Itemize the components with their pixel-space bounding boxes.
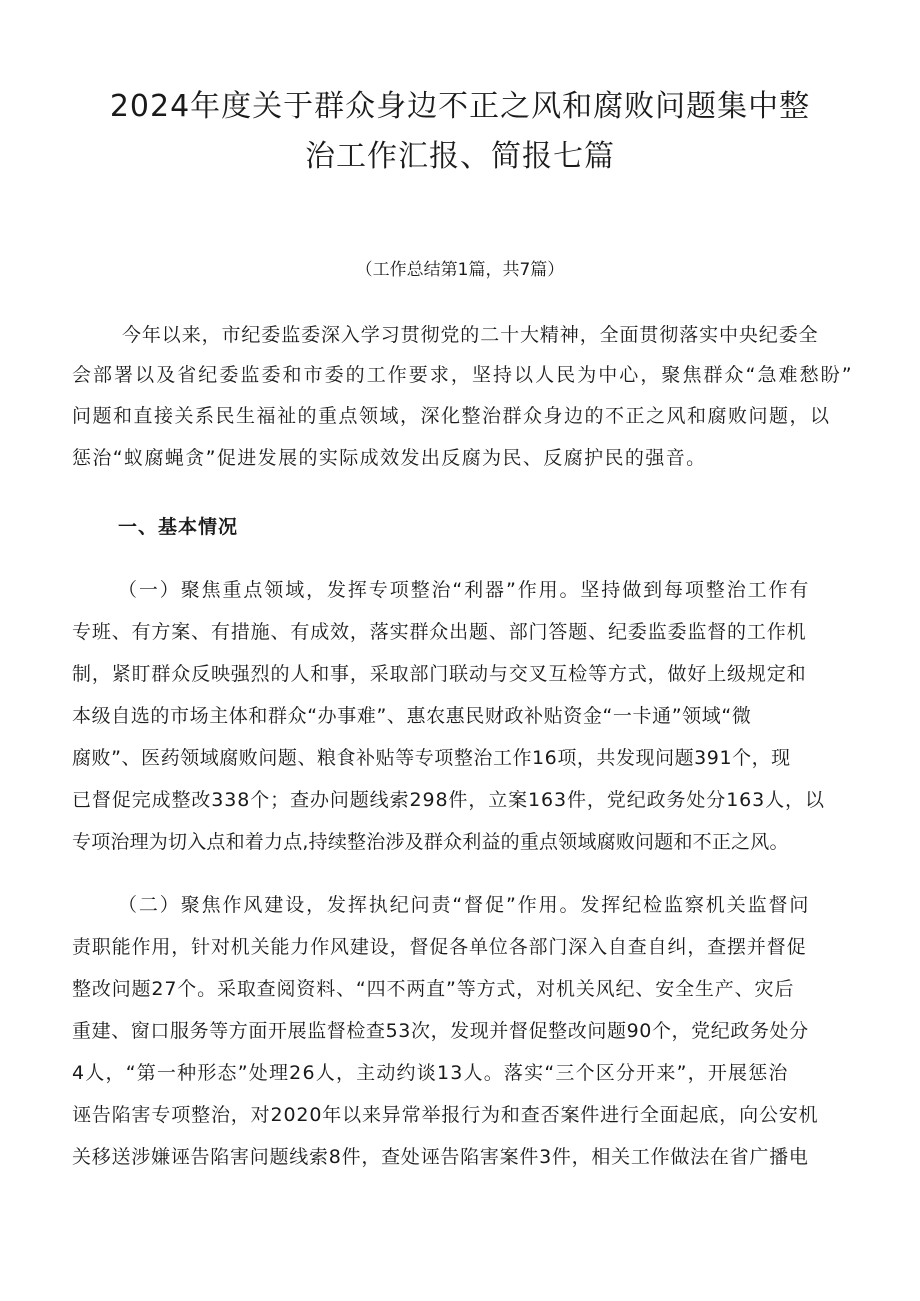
para1-line-2: 专班、有方案、有措施、有成效，落实群众出题、部门答题、纪委监委监督的工作机 — [72, 621, 807, 643]
para1-line-1: （一）聚焦重点领域，发挥专项整治“利器”作用。坚持做到每项整治工作有 — [118, 579, 811, 601]
para1-line-4: 本级自选的市场主体和群众“办事难”、惠农惠民财政补贴资金“一卡通”领域“微 — [72, 705, 752, 727]
para2-line-2: 责职能作用，针对机关能力作风建设，督促各单位各部门深入自查自纠，查摆并督促 — [72, 936, 807, 958]
para1-line-3: 制，紧盯群众反映强烈的人和事，采取部门联动与交叉互检等方式，做好上级规定和 — [72, 663, 807, 685]
intro-line-4: 惩治“蚁腐蝇贪”促进发展的实际成效发出反腐为民、反腐护民的强音。 — [72, 447, 707, 469]
intro-line-2: 会部署以及省纪委监委和市委的工作要求，坚持以人民为中心，聚焦群众“急难愁盼” — [72, 364, 854, 386]
para2-line-4: 重建、窗口服务等方面开展监督检查53次，发现并督促整改问题90个，党纪政务处分 — [72, 1020, 809, 1042]
title-line-1: 2024年度关于群众身边不正之风和腐败问题集中整 — [109, 89, 811, 124]
para2-line-7: 关移送涉嫌诬告陷害问题线索8件，查处诬告陷害案件3件，相关工作做法在省广播电 — [72, 1146, 809, 1168]
section-heading-basic-situation: 一、基本情况 — [118, 516, 239, 538]
para1-line-7: 专项治理为切入点和着力点,持续整治涉及群众利益的重点领域腐败问题和不正之风。 — [72, 831, 789, 853]
para1-line-5: 腐败”、医药领域腐败问题、粮食补贴等专项整治工作16项，共发现问题391个，现 — [72, 747, 791, 769]
para2-line-1: （二）聚焦作风建设，发挥执纪问责“督促”作用。发挥纪检监察机关监督问 — [118, 894, 811, 916]
document-title — [60, 82, 860, 182]
document-subtitle: （工作总结第1篇，共7篇） — [355, 260, 565, 280]
intro-line-1: 今年以来，市纪委监委深入学习贯彻党的二十大精神，全面贯彻落实中央纪委全 — [122, 324, 819, 346]
para2-line-6: 诬告陷害专项整治，对2020年以来异常举报行为和查否案件进行全面起底，向公安机 — [72, 1104, 819, 1126]
intro-line-3: 问题和直接关系民生福祉的重点领域，深化整治群众身边的不正之风和腐败问题，以 — [72, 405, 831, 427]
title-line-2: 治工作汇报、简报七篇 — [305, 139, 615, 174]
para2-line-5: 4人，“第一种形态”处理26人，主动约谈13人。落实“三个区分开来”，开展惩治 — [72, 1062, 789, 1084]
para2-line-3: 整改问题27个。采取查阅资料、“四不两直”等方式，对机关风纪、安全生产、灾后 — [72, 978, 795, 1000]
para1-line-6: 已督促完成整改338个；查办问题线索298件，立案163件，党纪政务处分163人，以 — [72, 789, 825, 811]
